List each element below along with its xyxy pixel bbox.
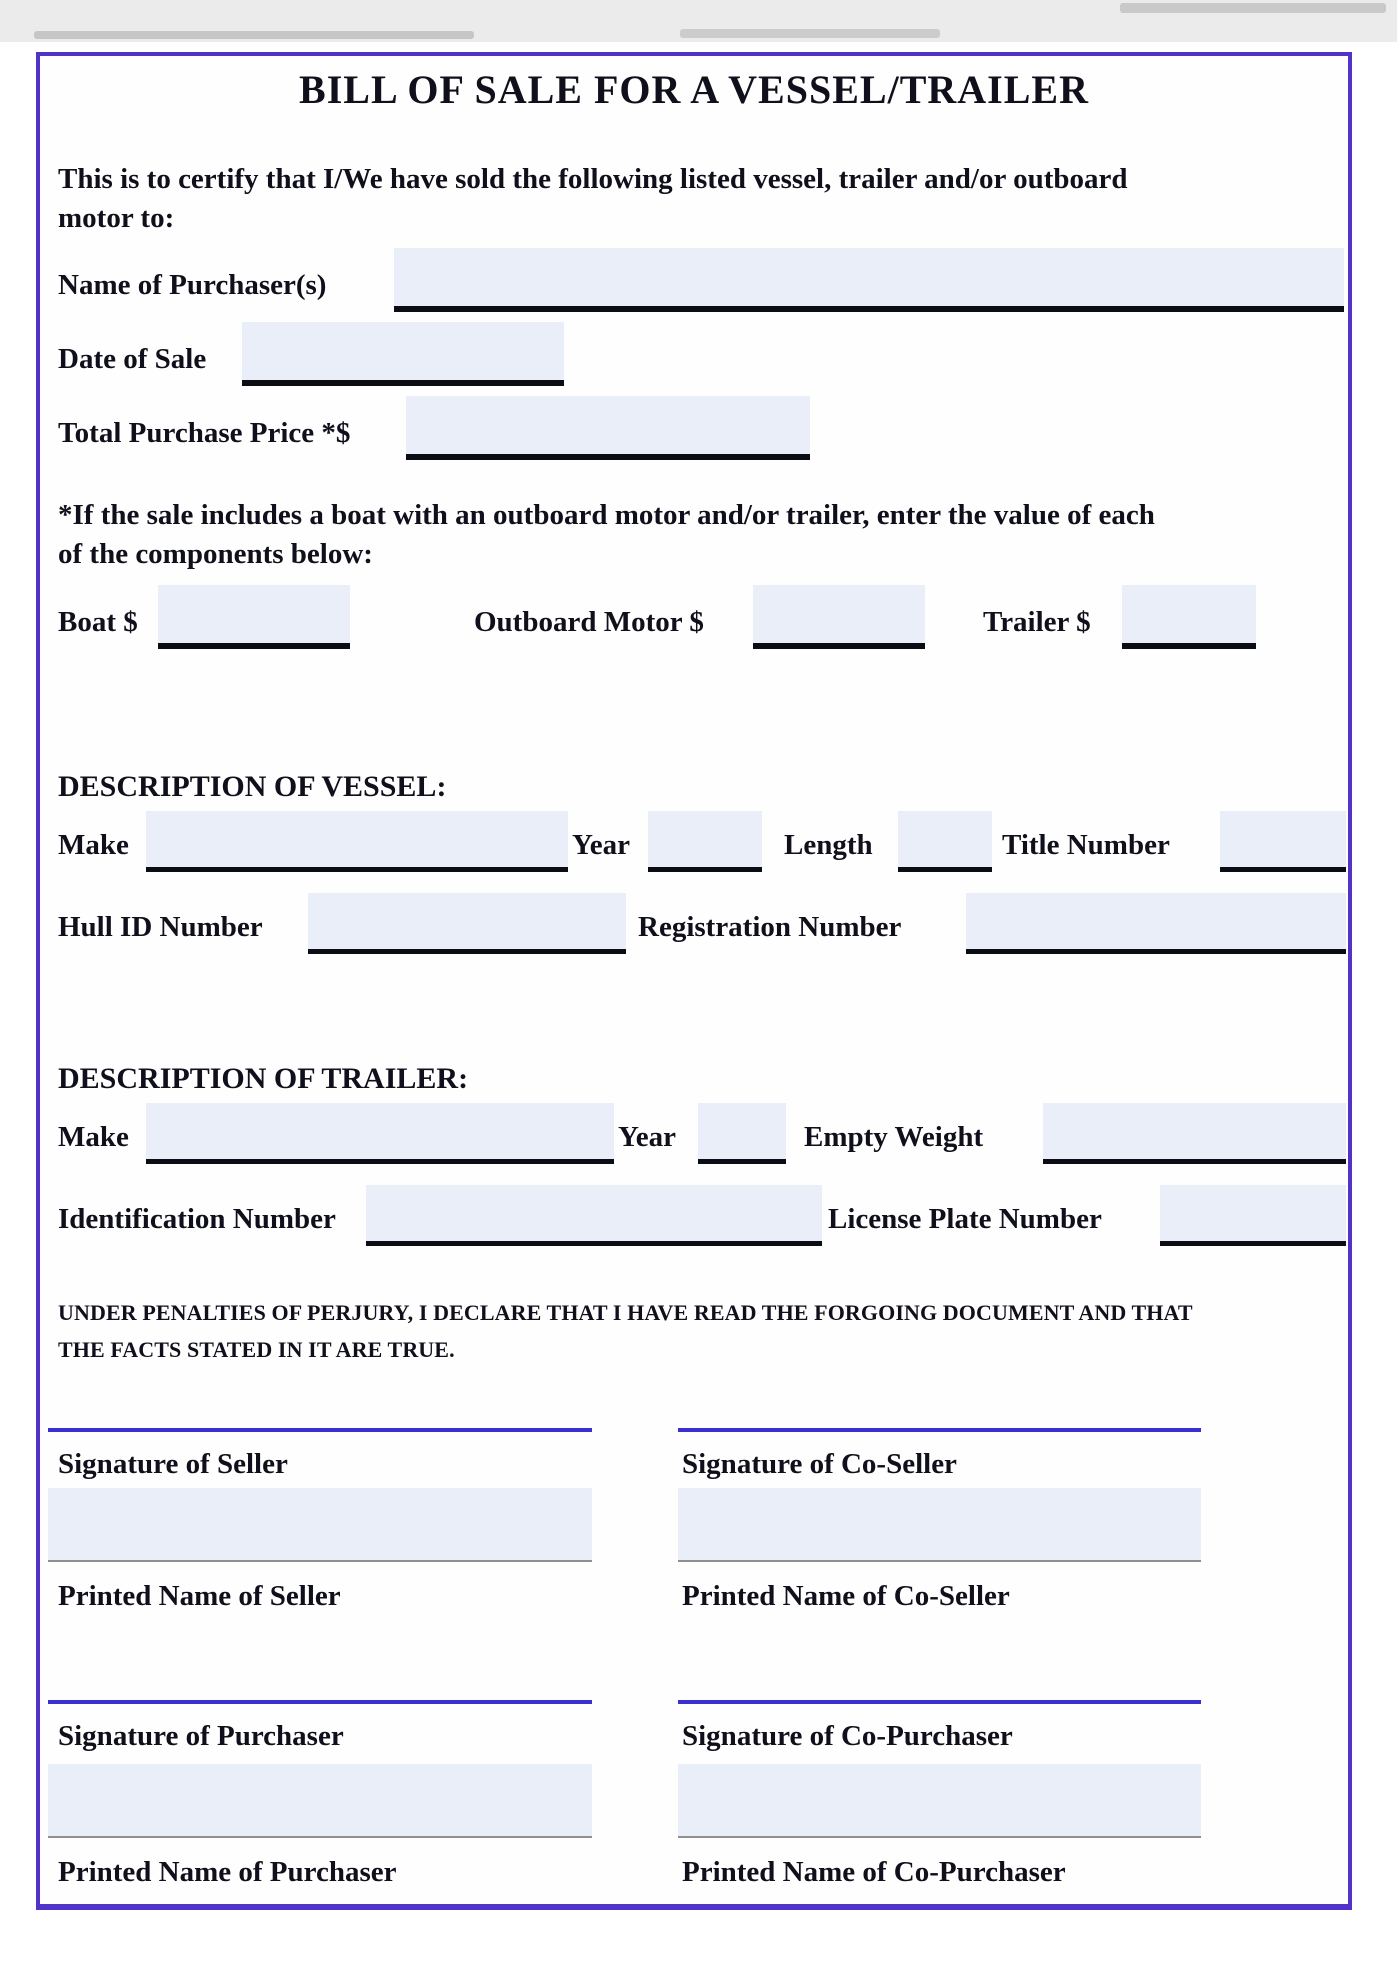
date-of-sale-row <box>40 320 1348 386</box>
intro-paragraph <box>58 160 1308 238</box>
note-line-2: of the components below: <box>58 538 373 570</box>
vessel-section-heading: DESCRIPTION OF VESSEL: <box>58 770 447 803</box>
scan-artifact <box>680 29 940 38</box>
perjury-statement <box>58 1294 1348 1368</box>
total-price-input[interactable] <box>406 396 810 460</box>
empty-weight-input[interactable] <box>1043 1103 1346 1164</box>
total-price-row <box>40 394 1348 460</box>
date-of-sale-label: Date of Sale <box>58 343 207 375</box>
trailer-price-label: Trailer $ <box>983 606 1091 638</box>
printed-name-of-seller-input[interactable] <box>48 1488 592 1562</box>
purchaser-name-label: Name of Purchaser(s) <box>58 269 327 301</box>
signature-of-purchaser-input[interactable] <box>48 1700 592 1704</box>
trailer-make-label: Make <box>58 1121 129 1153</box>
vessel-title-number-input[interactable] <box>1220 811 1346 872</box>
printed-name-of-seller-label: Printed Name of Seller <box>58 1580 341 1612</box>
vessel-hull-row <box>40 890 1348 954</box>
scan-artifact <box>1120 3 1386 13</box>
license-plate-input[interactable] <box>1160 1185 1346 1246</box>
purchaser-name-row <box>40 246 1348 312</box>
hull-id-input[interactable] <box>308 893 626 954</box>
vessel-length-label: Length <box>784 829 873 861</box>
trailer-year-label: Year <box>618 1121 676 1153</box>
purchaser-name-input[interactable] <box>394 248 1344 312</box>
note-paragraph <box>58 496 1338 574</box>
printed-name-of-purchaser-label: Printed Name of Purchaser <box>58 1856 397 1888</box>
empty-weight-label: Empty Weight <box>804 1121 984 1153</box>
trailer-make-input[interactable] <box>146 1103 614 1164</box>
vessel-make-input[interactable] <box>146 811 568 872</box>
identification-number-label: Identification Number <box>58 1203 336 1235</box>
signature-of-co-purchaser-label: Signature of Co-Purchaser <box>682 1720 1013 1752</box>
vessel-year-label: Year <box>572 829 630 861</box>
vessel-make-label: Make <box>58 829 129 861</box>
registration-number-input[interactable] <box>966 893 1346 954</box>
trailer-make-row <box>40 1100 1348 1164</box>
form-border <box>36 52 1352 1910</box>
signature-of-co-seller-input[interactable] <box>678 1428 1201 1432</box>
signature-of-seller-input[interactable] <box>48 1428 592 1432</box>
trailer-price-input[interactable] <box>1122 585 1256 649</box>
intro-line-2: motor to: <box>58 202 175 234</box>
license-plate-label: License Plate Number <box>828 1203 1102 1235</box>
signature-of-seller-label: Signature of Seller <box>58 1448 288 1480</box>
signature-of-purchaser-label: Signature of Purchaser <box>58 1720 344 1752</box>
note-line-1: *If the sale includes a boat with an outboard motor and/or trailer, enter the value of each <box>58 499 1155 531</box>
vessel-title-number-label: Title Number <box>1002 829 1170 861</box>
total-price-label: Total Purchase Price *$ <box>58 417 351 449</box>
printed-name-of-co-seller-input[interactable] <box>678 1488 1201 1562</box>
date-of-sale-input[interactable] <box>242 322 564 386</box>
intro-line-1: This is to certify that I/We have sold the following listed vessel, trailer and/or outboard <box>58 163 1128 195</box>
vessel-year-input[interactable] <box>648 811 762 872</box>
printed-name-of-co-purchaser-label: Printed Name of Co-Purchaser <box>682 1856 1066 1888</box>
boat-price-label: Boat $ <box>58 606 138 638</box>
trailer-id-row <box>40 1182 1348 1246</box>
outboard-price-label: Outboard Motor $ <box>474 606 704 638</box>
identification-number-input[interactable] <box>366 1185 822 1246</box>
perjury-line-1: UNDER PENALTIES OF PERJURY, I DECLARE THAT I HAVE READ THE FORGOING DOCUMENT AND THAT <box>58 1300 1193 1325</box>
hull-id-label: Hull ID Number <box>58 911 263 943</box>
registration-number-label: Registration Number <box>638 911 902 943</box>
boat-price-input[interactable] <box>158 585 350 649</box>
printed-name-of-co-purchaser-input[interactable] <box>678 1764 1201 1838</box>
printed-name-of-purchaser-input[interactable] <box>48 1764 592 1838</box>
vessel-make-row <box>40 808 1348 872</box>
trailer-year-input[interactable] <box>698 1103 786 1164</box>
printed-name-of-co-seller-label: Printed Name of Co-Seller <box>682 1580 1010 1612</box>
scan-artifact <box>34 31 474 39</box>
vessel-length-input[interactable] <box>898 811 992 872</box>
component-values-row <box>40 583 1348 649</box>
signature-of-co-seller-label: Signature of Co-Seller <box>682 1448 957 1480</box>
signature-of-co-purchaser-input[interactable] <box>678 1700 1201 1704</box>
trailer-section-heading: DESCRIPTION OF TRAILER: <box>58 1062 469 1095</box>
perjury-line-2: THE FACTS STATED IN IT ARE TRUE. <box>58 1337 455 1362</box>
page-title: BILL OF SALE FOR A VESSEL/TRAILER <box>299 67 1089 112</box>
outboard-price-input[interactable] <box>753 585 925 649</box>
